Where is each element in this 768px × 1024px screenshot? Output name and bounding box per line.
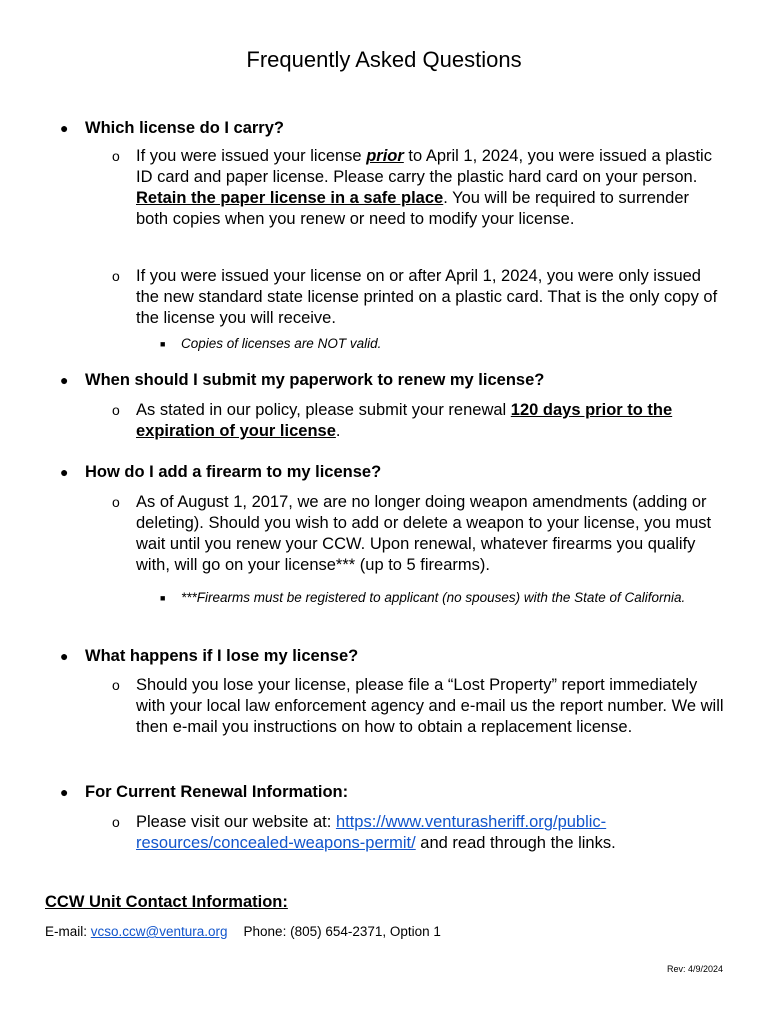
phone-text: Phone: (805) 654-2371, Option 1 <box>243 924 441 939</box>
bullet-icon: ● <box>60 120 69 136</box>
answer-text: If you were issued your license prior to April 1, 2024, you were issued a plastic ID card and paper license. Please carry the plastic hard card on your person. Retain the paper license in a safe place. You will be required to surrender both copies when you renew or need to modify your license. <box>136 147 712 228</box>
circle-bullet-icon: o <box>112 148 120 164</box>
circle-bullet-icon: o <box>112 677 120 693</box>
faq-answer-1b <box>112 266 724 329</box>
contact-line <box>45 924 441 939</box>
answer-text: If you were issued your license on or after April 1, 2024, you were only issued the new standard state license printed on a plastic card. That is the only copy of the license you will receive. <box>136 267 718 327</box>
contact-heading: CCW Unit Contact Information: <box>45 893 288 911</box>
circle-bullet-icon: o <box>112 494 120 510</box>
faq-answer-4 <box>112 675 724 738</box>
note-text: Copies of licenses are NOT valid. <box>181 336 382 351</box>
answer-text: As of August 1, 2017, we are no longer doing weapon amendments (adding or deleting). Should you wish to add or delete a weapon to your license, you must wait until you renew your CCW. Upon renewal, whatever firearms you qualify with, will go on your license*** (up to 5 firearms). <box>136 493 712 574</box>
faq-question-2 <box>60 370 544 391</box>
faq-question-5 <box>60 782 348 803</box>
question-text: How do I add a firearm to my license? <box>85 463 382 481</box>
faq-note-3 <box>160 588 720 608</box>
square-bullet-icon: ■ <box>160 339 166 349</box>
circle-bullet-icon: o <box>112 402 120 418</box>
square-bullet-icon: ■ <box>160 593 166 603</box>
answer-text: Please visit our website at: https://www.venturasheriff.org/public-resources/concealed-weapons-permit/ and read through the links. <box>136 813 616 852</box>
bullet-icon: ● <box>60 372 69 388</box>
circle-bullet-icon: o <box>112 814 120 830</box>
faq-answer-3 <box>112 492 724 576</box>
question-text: For Current Renewal Information: <box>85 783 349 801</box>
website-link[interactable]: https://www.venturasheriff.org/public-resources/concealed-weapons-permit/ <box>136 813 607 852</box>
faq-question-3 <box>60 462 381 483</box>
faq-note-1 <box>160 334 720 354</box>
page-title: Frequently Asked Questions <box>246 47 522 72</box>
note-text: ***Firearms must be registered to applicant (no spouses) with the State of California. <box>181 590 686 605</box>
faq-question-4 <box>60 646 358 667</box>
faq-answer-1a <box>112 146 724 230</box>
answer-text: As stated in our policy, please submit your renewal 120 days prior to the expiration of your license. <box>136 401 673 440</box>
bullet-icon: ● <box>60 464 69 480</box>
faq-answer-2 <box>112 400 724 442</box>
faq-question-1 <box>60 118 284 139</box>
question-text: Which license do I carry? <box>85 119 284 137</box>
bullet-icon: ● <box>60 784 69 800</box>
bullet-icon: ● <box>60 648 69 664</box>
question-text: When should I submit my paperwork to renew my license? <box>85 371 545 389</box>
question-text: What happens if I lose my license? <box>85 647 359 665</box>
email-label: E-mail: <box>45 924 91 939</box>
circle-bullet-icon: o <box>112 268 120 284</box>
answer-text: Should you lose your license, please file a “Lost Property” report immediately with your local law enforcement agency and e-mail us the report number. We will then e-mail you instructions on how to obtain a replacement license. <box>136 676 724 736</box>
faq-answer-5 <box>112 812 672 854</box>
email-link[interactable]: vcso.ccw@ventura.org <box>90 924 228 939</box>
revision-date: Rev: 4/9/2024 <box>666 964 723 974</box>
